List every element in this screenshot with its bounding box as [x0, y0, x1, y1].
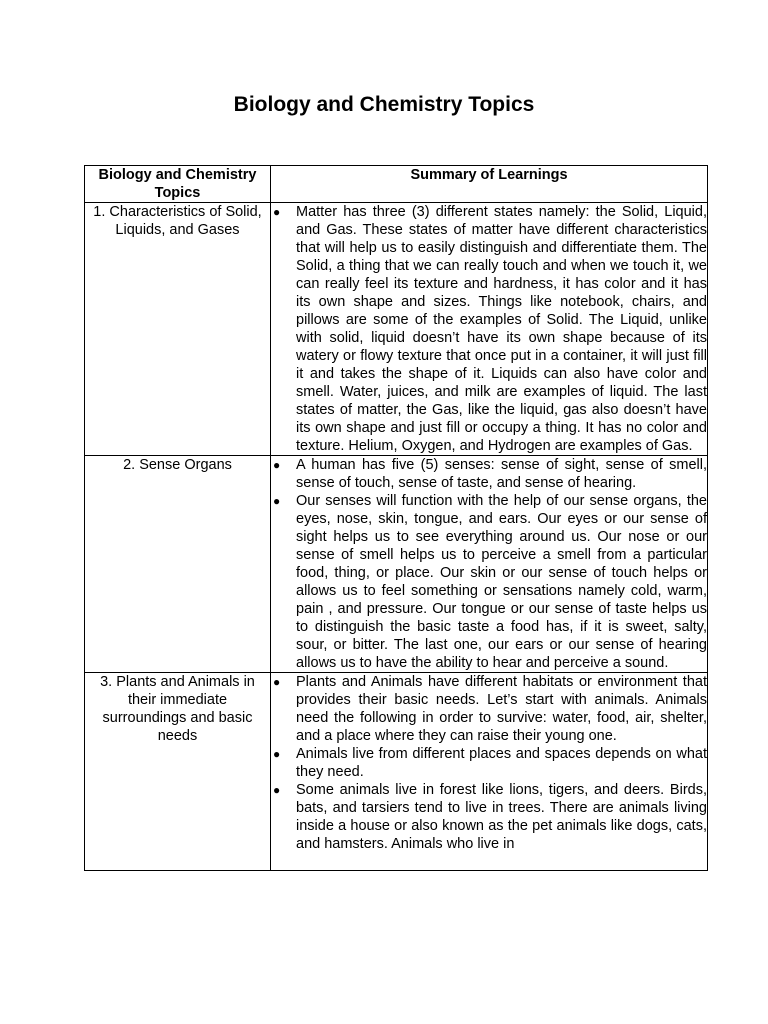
table-row	[85, 456, 708, 673]
bullet-icon: ●	[273, 494, 281, 508]
bullet-icon: ●	[273, 783, 281, 797]
point-text: Animals live from different places and spaces depends on what they need.	[296, 746, 707, 780]
point-text: Matter has three (3) different states namely: the Solid, Liquid, and Gas. These states of matter have different characteristics that will help us to easily distinguish and differentiate them. The Solid, a thing that we can really touch and when we touch it, we can really feel its texture and hardness, it has color and it has its own shape and sizes. Things like notebook, chairs, and pillows are some of the examples of Solid. The Liquid, unlike with solid, liquid doesn’t have its own shape because of its watery or flowy texture that once put in a container, it will just fill it and takes the shape of it. Liquids can also have color and smell. Water, juices, and milk are examples of liquid. The last states of matter, the Gas, like the liquid, gas also doesn’t have its own shape and just fill or occupy a thing. It has no color and texture. Helium, Oxygen, and Hydrogen are examples of Gas.	[296, 204, 707, 454]
bullet-icon: ●	[273, 205, 281, 219]
list-item	[271, 781, 707, 853]
list-item	[271, 745, 707, 781]
bullet-icon: ●	[273, 675, 281, 689]
table-row	[85, 673, 708, 871]
summary-list	[271, 456, 707, 672]
summary-cell	[271, 673, 708, 871]
topic-cell: 1. Characteristics of Solid, Liquids, and Gases	[85, 203, 271, 456]
table-row	[85, 203, 708, 456]
table-header-row	[85, 166, 708, 203]
page-title: Biology and Chemistry Topics	[233, 93, 535, 116]
point-text: Some animals live in forest like lions, tigers, and deers. Birds, bats, and tarsiers tend to live in trees. There are animals living inside a house or also known as the pet animals like dogs, cats, and hamsters. Animals who live in	[296, 782, 707, 852]
list-item	[271, 673, 707, 745]
summary-cell	[271, 203, 708, 456]
summary-list	[271, 673, 707, 853]
header-topic: Biology and Chemistry Topics	[85, 166, 271, 203]
point-text: A human has five (5) senses: sense of sight, sense of smell, sense of touch, sense of taste, and sense of hearing.	[296, 457, 707, 491]
list-item	[271, 203, 707, 455]
header-summary: Summary of Learnings	[271, 166, 708, 203]
summary-list	[271, 203, 707, 455]
bullet-icon: ●	[273, 458, 281, 472]
topic-cell: 2. Sense Organs	[85, 456, 271, 673]
topics-table	[84, 165, 708, 871]
point-text: Plants and Animals have different habitats or environment that provides their basic needs. Let’s start with animals. Animals need the following in order to survive: water, food, air, shelter, and a place where they can raise their young one.	[296, 674, 707, 744]
point-text: Our senses will function with the help of our sense organs, the eyes, nose, skin, tongue, and ears. Our eyes or our sense of sight helps us to see everything around us. Our nose or our sense of smell helps us to perceive a smell from a particular food, thing, or place. Our skin or our sense of touch helps or allows us to feel something or sensations namely cold, warm, pain , and pressure. Our tongue or our sense of taste helps us to distinguish the basic taste a food has, if it is sweet, salty, sour, or bitter. The last one, our ears or our sense of hearing allows us to have the ability to hear and perceive a sound.	[296, 493, 707, 671]
list-item	[271, 492, 707, 672]
topic-cell: 3. Plants and Animals in their immediate surroundings and basic needs	[85, 673, 271, 871]
bullet-icon: ●	[273, 747, 281, 761]
list-item	[271, 456, 707, 492]
summary-cell	[271, 456, 708, 673]
